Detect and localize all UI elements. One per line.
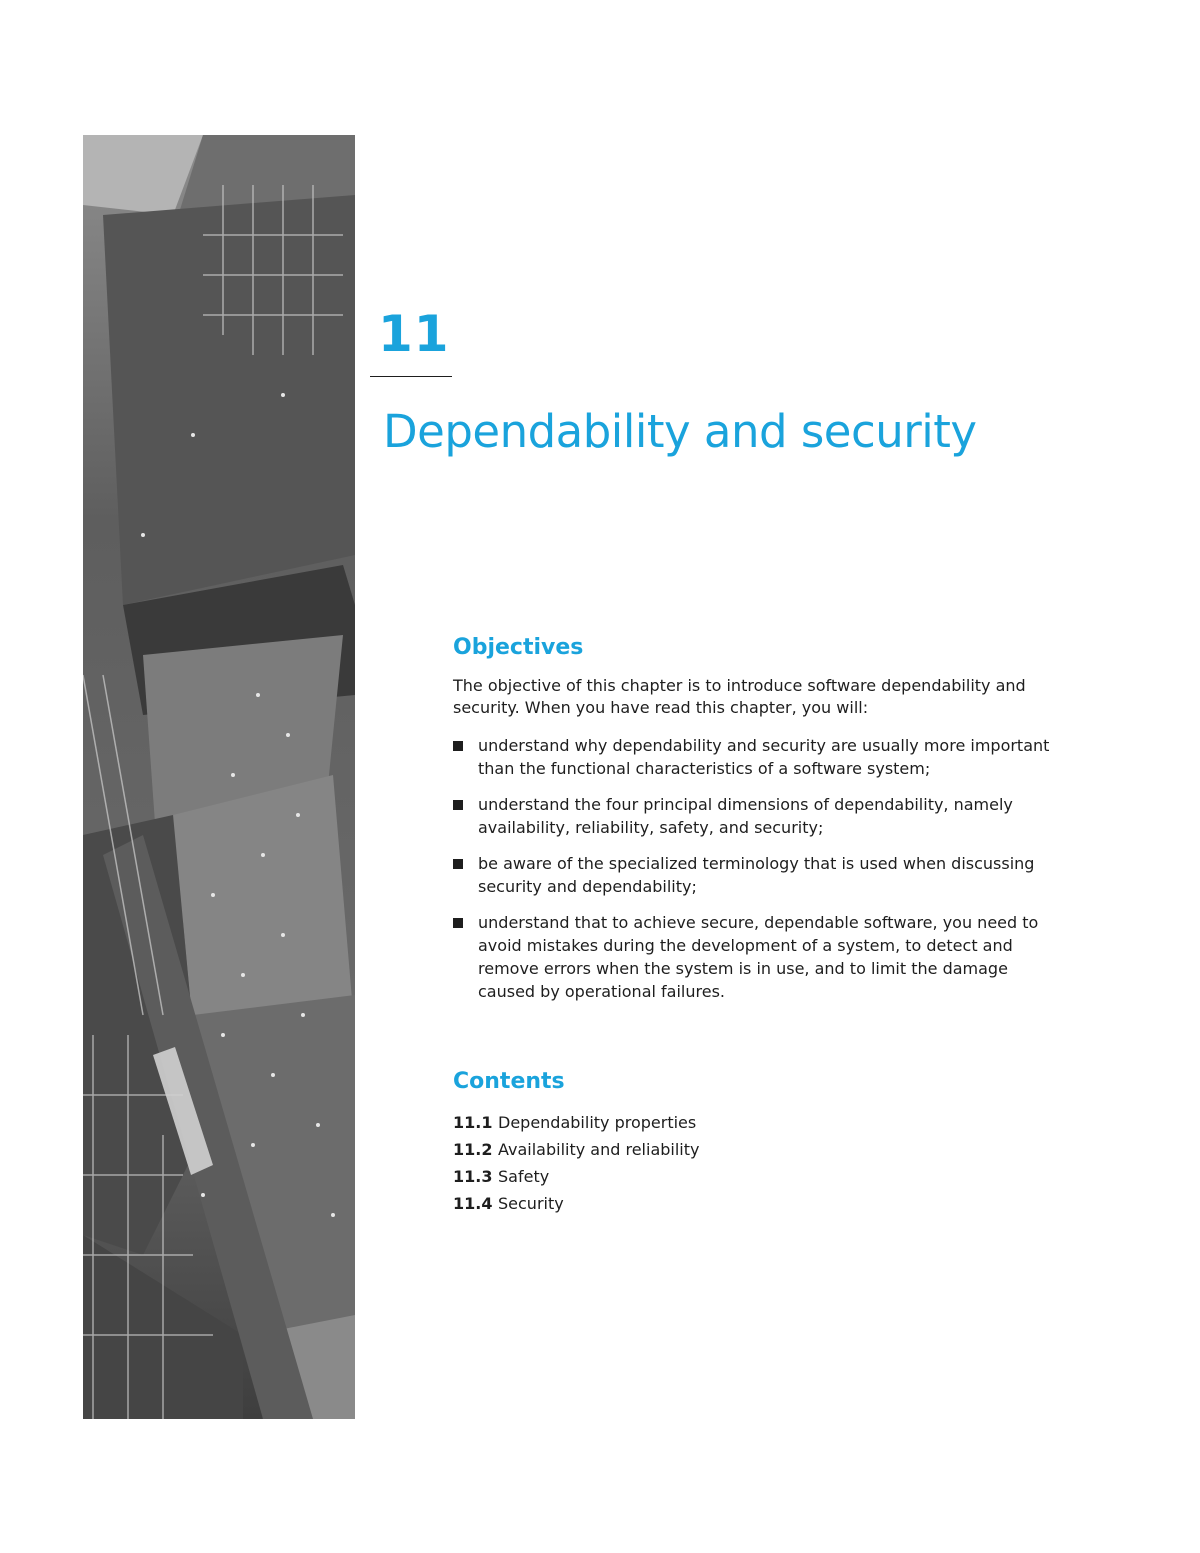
objective-text: understand why dependability and security are usually more important than the functional characteristics of a software system; [478,736,1050,778]
objectives-list [453,734,1053,1016]
contents-item [453,1190,699,1217]
chapter-number: 11 [378,305,450,363]
chapter-cover-photo [83,135,355,1419]
contents-item [453,1109,699,1136]
objective-item [453,793,1053,839]
contents-section-number: 11.1 [453,1113,493,1132]
contents-section-title: Security [498,1194,564,1213]
contents-section-number: 11.3 [453,1167,493,1186]
contents-heading: Contents [453,1069,565,1094]
chapter-divider [370,376,452,377]
objective-text: be aware of the specialized terminology that is used when discussing security and dependability; [478,854,1035,896]
contents-section-title: Dependability properties [498,1113,697,1132]
objectives-intro: The objective of this chapter is to introduce software dependability and security. When you have read this chapter, you will: [453,676,1026,717]
objective-item [453,911,1053,1003]
chapter-title: Dependability and security [383,405,977,458]
contents-section-title: Safety [498,1167,550,1186]
contents-list [453,1109,699,1217]
objective-item [453,734,1053,780]
square-bullet-icon [453,741,463,751]
objective-item [453,852,1053,898]
objectives-heading: Objectives [453,635,584,660]
contents-section-number: 11.4 [453,1194,493,1213]
objective-text: understand the four principal dimensions of dependability, namely availability, reliability, safety, and security; [478,795,1013,837]
construction-photo-graphic [83,135,355,1419]
contents-item [453,1136,699,1163]
contents-item [453,1163,699,1190]
contents-section-number: 11.2 [453,1140,493,1159]
contents-section-title: Availability and reliability [498,1140,700,1159]
square-bullet-icon [453,800,463,810]
square-bullet-icon [453,859,463,869]
objective-text: understand that to achieve secure, dependable software, you need to avoid mistakes during the development of a system, to detect and remove errors when the system is in use, and to limit the damage caused by operational failures. [478,913,1039,1001]
square-bullet-icon [453,918,463,928]
